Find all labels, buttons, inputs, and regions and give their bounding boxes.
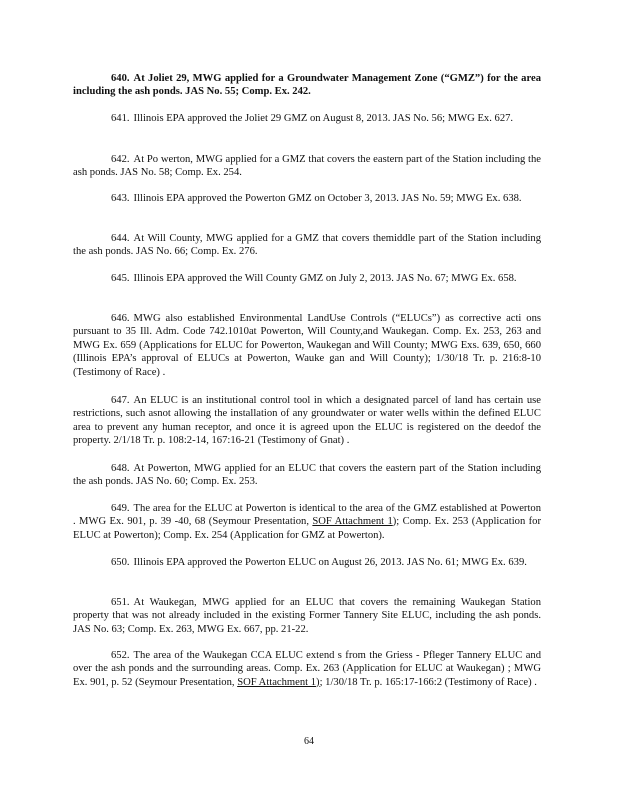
paragraph-number: 640.: [111, 73, 130, 84]
paragraph-651: [73, 596, 541, 636]
paragraph-643: [73, 192, 541, 205]
paragraph-text: At Joliet 29, MWG applied for a Groundwater Management Zone (“GMZ”) for the area including the ash ponds. JAS No. 55; Comp. Ex. 242.: [73, 73, 541, 98]
paragraph-number: 646.: [111, 313, 130, 324]
paragraph-number: 649.: [111, 503, 130, 514]
paragraph-text: Illinois EPA approved the Will County GMZ on July 2, 2013. JAS No. 67; MWG Ex. 658.: [133, 273, 517, 284]
paragraph-number: 648.: [111, 463, 130, 474]
paragraph-number: 644.: [111, 233, 130, 244]
paragraph-text-continued: ; 1/30/18 Tr. p. 165:17-166:2 (Testimony of Race) .: [319, 676, 537, 688]
paragraph-number: 650.: [111, 557, 130, 568]
paragraph-number: 652.: [111, 650, 130, 661]
sof-attachment-link[interactable]: SOF Attachment 1: [312, 516, 393, 528]
sof-attachment-link[interactable]: SOF Attachment 1): [237, 676, 320, 688]
paragraph-646: [73, 312, 541, 379]
paragraph-number: 641.: [111, 113, 130, 124]
paragraph-text: The area for the ELUC at Powerton is identical to the area of the GMZ established at Powerton . MWG Ex. 901, p. 39 -40, 68 (Seymour Presentation,: [73, 503, 541, 528]
paragraph-text-continued: ); Comp. Ex. 253 (Application for ELUC at Powerton); Comp. Ex. 254 (Application for GMZ at Powerton).: [73, 516, 541, 541]
paragraph-650: [73, 556, 541, 569]
paragraph-642: [73, 153, 541, 180]
paragraph-648: [73, 462, 541, 489]
paragraph-text: At Will County, MWG applied for a GMZ that covers themiddle part of the Station including the ash ponds. JAS No. 66; Comp. Ex. 276.: [73, 233, 541, 258]
paragraph-text: An ELUC is an institutional control tool in which a designated parcel of land has certain use restrictions, such asnot allowing the installation of any groundwater or water wells within the defined ELUC area to prevent any human receptor, and once it is agreed upon the ELUC is registered on the deedof the property. 2/1/18 Tr. p. 108:2-14, 167:16-21 (Testimony of Gnat) .: [73, 395, 541, 447]
paragraph-652: [73, 649, 541, 689]
paragraph-text: At Po werton, MWG applied for a GMZ that covers the eastern part of the Station including the ash ponds. JAS No. 58; Comp. Ex. 254.: [73, 154, 541, 179]
paragraph-640: [73, 72, 541, 99]
paragraph-text: At Waukegan, MWG applied for an ELUC that covers the remaining Waukegan Station property that was not already included in the existing Former Tannery Site ELUC, including the ash ponds. JAS No. 63; Comp. Ex. 263, MWG Ex. 667, pp. 21-22.: [73, 597, 541, 635]
paragraph-text: MWG also established Environmental LandUse Controls (“ELUCs”) as corrective acti ons pursuant to 35 Ill. Adm. Code 742.1010at Powerton, Will County,and Waukegan. Comp. Ex. 253, 263 and MWG Ex. 659 (Applications for ELUC for Powerton, Waukegan and Will County; MWG Exs. 639, 650, 660 (Illinois EPA’s approval of ELUCs at Powerton, Wauke gan and Will County); 1/30/18 Tr. p. 216:8-10 (Testimony of Race) .: [73, 313, 541, 378]
paragraph-647: [73, 394, 541, 448]
paragraph-text: Illinois EPA approved the Joliet 29 GMZ on August 8, 2013. JAS No. 56; MWG Ex. 627.: [133, 113, 514, 124]
paragraph-text: Illinois EPA approved the Powerton GMZ on October 3, 2013. JAS No. 59; MWG Ex. 638.: [133, 193, 522, 204]
paragraph-number: 643.: [111, 193, 130, 204]
page-number: 64: [304, 736, 314, 747]
paragraph-text: At Powerton, MWG applied for an ELUC that covers the eastern part of the Station including the ash ponds. JAS No. 60; Comp. Ex. 253.: [73, 463, 541, 488]
paragraph-649: [73, 502, 541, 542]
paragraph-645: [73, 272, 541, 285]
paragraph-text: Illinois EPA approved the Powerton ELUC on August 26, 2013. JAS No. 61; MWG Ex. 639.: [133, 557, 527, 568]
paragraph-641: [73, 112, 541, 125]
paragraph-644: [73, 232, 541, 259]
paragraph-number: 642.: [111, 154, 130, 165]
paragraph-number: 651.: [111, 597, 130, 608]
paragraph-number: 647.: [111, 395, 130, 406]
paragraph-text: The area of the Waukegan CCA ELUC extend s from the Griess - Pfleger Tannery ELUC and over the ash ponds and the surrounding areas. Comp. Ex. 263 (Application for ELUC at Waukegan) ; MWG Ex. 901, p. 52 (Seymour Presentation,: [73, 650, 541, 688]
paragraph-number: 645.: [111, 273, 130, 284]
